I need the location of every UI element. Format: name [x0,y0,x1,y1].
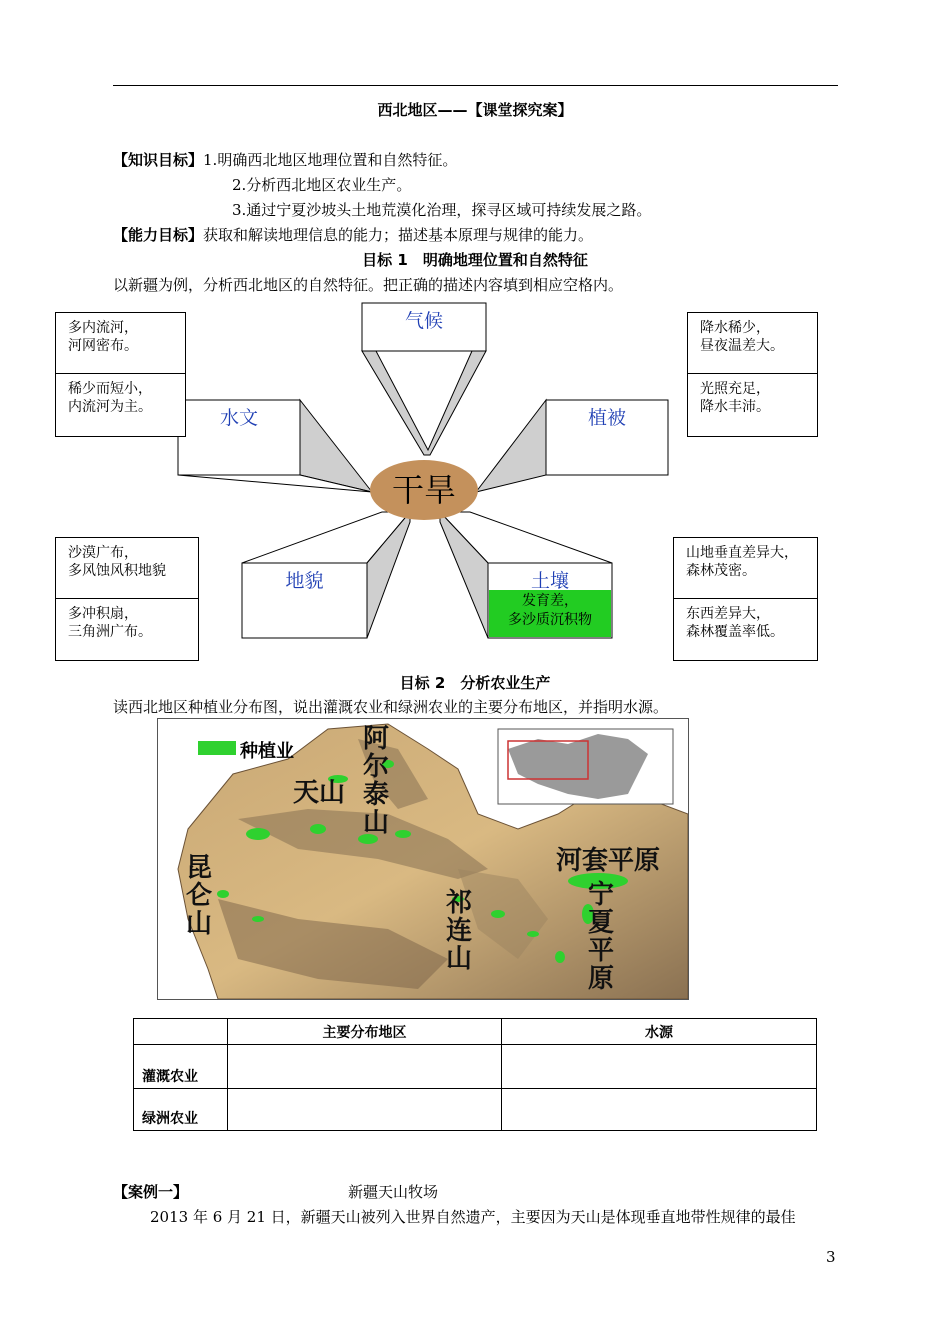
case1-title: 新疆天山牧场 [348,1183,439,1201]
legend-swatch [198,741,236,755]
ability-text: 获取和解读地理信息的能力；描述基本原理与规律的能力。 [203,226,594,244]
goal2-heading: 目标 2 分析农业生产 [399,674,551,692]
row-label-oasis: 绿洲农业 [134,1089,228,1131]
soil-answer: 发育差， 多沙质沉积物 [508,593,592,628]
cell-oasis-water[interactable] [502,1089,817,1131]
case1-text: 2013 年 6 月 21 日，新疆天山被列入世界自然遗产，主要因为天山是体现垂直地带性规律的最佳 [150,1208,796,1226]
option-land-2: 多冲积扇， 三角洲广布。 [55,598,199,661]
label-hetao: 河套平原 [556,846,661,876]
label-qilian: 祁连山 [446,888,473,974]
climate-label: 气候 [404,310,443,332]
cell-irrigation-region[interactable] [228,1045,502,1089]
agriculture-table [133,1018,817,1131]
goal1-instruction: 以新疆为例，分析西北地区的自然特征。把正确的描述内容填到相应空格内。 [113,276,624,294]
option-land-1: 沙漠广布， 多风蚀风积地貌 [55,537,199,599]
crop-distribution-map [157,718,689,1000]
ability-label: 【能力目标】 [113,226,204,244]
hydrology-label: 水文 [219,407,258,429]
landform-label: 地貌 [285,570,324,592]
soil-label: 土壤 [530,570,569,592]
legend-label: 种植业 [240,741,294,762]
label-altai: 阿尔泰山 [363,724,390,838]
page-title: 西北地区——【课堂探究案】 [377,101,573,119]
option-veg-1: 山地垂直差异大， 森林茂密。 [673,537,818,599]
option-hydro-1: 多内流河， 河网密布。 [55,312,186,374]
knowledge-item-3: 3.通过宁夏沙坡头土地荒漠化治理，探寻区域可持续发展之路。 [232,201,652,219]
option-climate-2: 光照充足， 降水丰沛。 [687,373,818,437]
page-number: 3 [826,1248,836,1266]
label-tianshan: 天山 [293,778,346,808]
table-header-empty [134,1019,228,1045]
knowledge-label: 【知识目标】 [113,151,204,169]
table-header-water: 水源 [502,1019,817,1045]
cell-oasis-region[interactable] [228,1089,502,1131]
label-kunlun: 昆仑山 [186,853,213,939]
goal1-heading: 目标 1 明确地理位置和自然特征 [362,251,588,269]
knowledge-item-1: 1.明确西北地区地理位置和自然特征。 [203,151,458,169]
row-label-irrigation: 灌溉农业 [134,1045,228,1089]
case1-label: 【案例一】 [113,1183,189,1201]
cell-irrigation-water[interactable] [502,1045,817,1089]
goal2-instruction: 读西北地区种植业分布图，说出灌溉农业和绿洲农业的主要分布地区，并指明水源。 [113,698,669,716]
table-row [134,1089,817,1131]
option-veg-2: 东西差异大， 森林覆盖率低。 [673,598,818,661]
table-row [134,1045,817,1089]
vegetation-label: 植被 [587,407,626,429]
table-header-row [134,1019,817,1045]
label-ningxia: 宁夏平原 [588,880,615,994]
knowledge-item-2: 2.分析西北地区农业生产。 [232,176,412,194]
option-climate-1: 降水稀少， 昼夜温差大。 [687,312,818,374]
option-hydro-2: 稀少而短小， 内流河为主。 [55,373,186,437]
center-label: 干旱 [391,471,456,509]
table-header-region: 主要分布地区 [228,1019,502,1045]
